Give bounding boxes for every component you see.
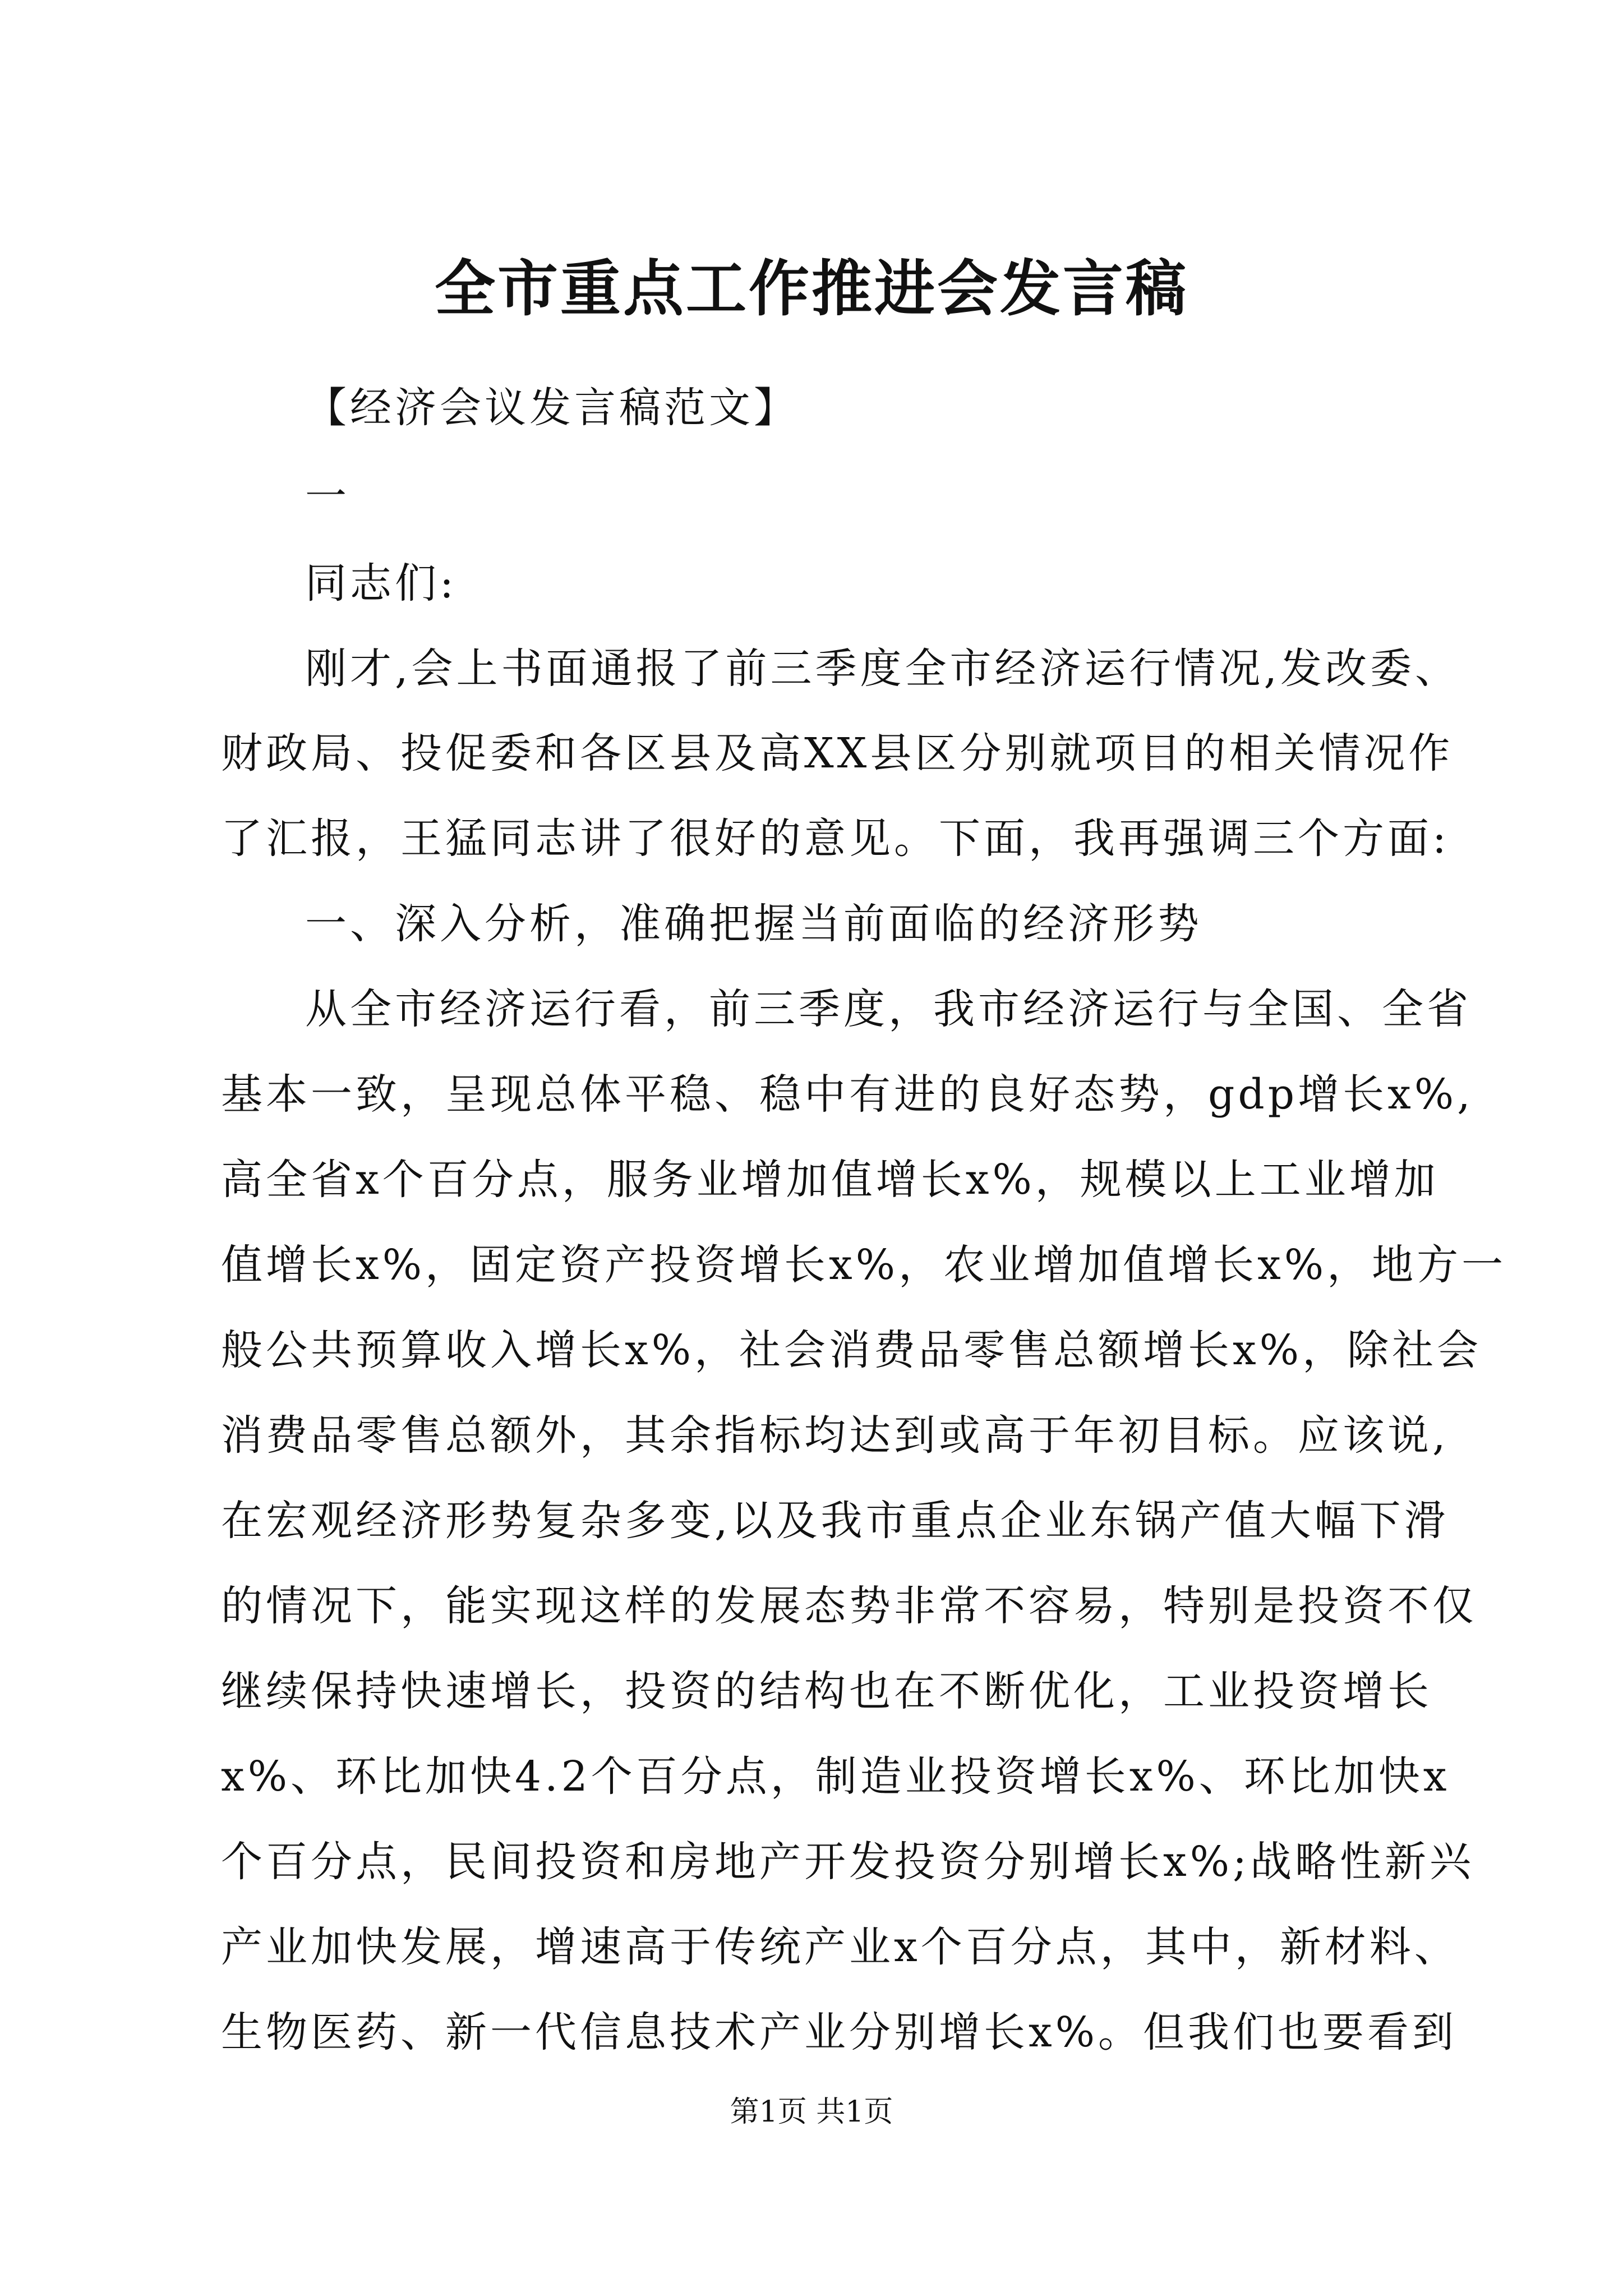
paragraph-line: 消费品零售总额外，其余指标均达到或高于年初目标。应该说, xyxy=(221,1411,1449,1460)
paragraph-line: 了汇报，王猛同志讲了很好的意见。下面，我再强调三个方面: xyxy=(221,815,1450,863)
paragraph-line: 从全市经济运行看，前三季度，我市经济运行与全国、全省 xyxy=(305,985,1472,1033)
section-heading: 一、深入分析，准确把握当前面临的经济形势 xyxy=(305,900,1202,948)
paragraph-line: 值增长x%，固定资产投资增长x%，农业增加值增长x%，地方一 xyxy=(221,1241,1507,1289)
paragraph-line: 在宏观经济形势复杂多变,以及我市重点企业东锅产值大幅下滑 xyxy=(221,1497,1449,1545)
paragraph-line: 生物医药、新一代信息技术产业分别增长x%。但我们也要看到 xyxy=(221,2008,1458,2056)
paragraph-line: 产业加快发展，增速高于传统产业x个百分点，其中，新材料、 xyxy=(221,1923,1459,1971)
paragraph-line: 刚才,会上书面通报了前三季度全市经济运行情况,发改委、 xyxy=(305,645,1460,693)
paragraph-line: 般公共预算收入增长x%，社会消费品零售总额增长x%，除社会 xyxy=(221,1326,1482,1374)
document-subtitle: 【经济会议发言稿范文】 xyxy=(305,384,799,432)
paragraph-line: 的情况下，能实现这样的发展态势非常不容易，特别是投资不仅 xyxy=(221,1582,1477,1630)
paragraph-line: 继续保持快速增长，投资的结构也在不断优化，工业投资增长 xyxy=(221,1667,1432,1715)
document-title: 全市重点工作推进会发言稿 xyxy=(434,254,1188,324)
page-footer: 第1页 共1页 xyxy=(730,2095,893,2129)
paragraph-line: 财政局、投促委和各区县及高XX县区分别就项目的相关情况作 xyxy=(221,729,1454,777)
paragraph-line: x%、环比加快4.2个百分点，制造业投资增长x%、环比加快x xyxy=(221,1752,1450,1801)
paragraph-line: 基本一致，呈现总体平稳、稳中有进的良好态势，gdp增长x%, xyxy=(221,1070,1474,1119)
salutation: 同志们: xyxy=(305,559,457,608)
section-mark: 一 xyxy=(305,472,350,521)
paragraph-line: 个百分点，民间投资和房地产开发投资分别增长x%;战略性新兴 xyxy=(221,1838,1474,1886)
paragraph-line: 高全省x个百分点，服务业增加值增长x%，规模以上工业增加 xyxy=(221,1156,1439,1204)
